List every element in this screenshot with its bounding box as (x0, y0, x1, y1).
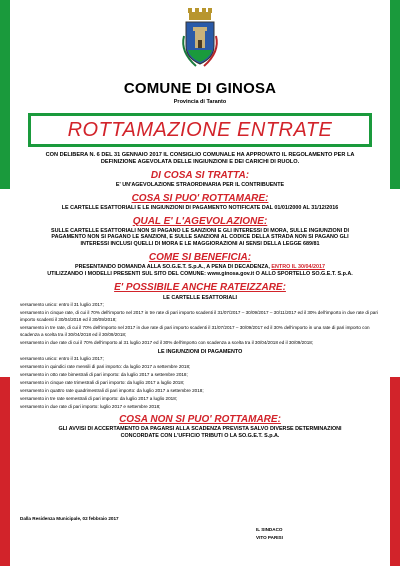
heading-non-si-puo: COSA NON SI PUO' ROTTAMARE: (119, 414, 281, 426)
text-agevolazione: SULLE CARTELLE ESATTORIALI NON SI PAGANO LE SANZIONI E GLI INTERESSI DI MORA, SULLE INGIUNZIONI DI PAGAMENTO NON SI PAGANO LE SANZIONI, E SULLE SANZIONI AL CODICE DELLA STRADA NON SI PAGANO GLI INTERESSI INCLUSI QUELLI DI MORA E LE MAGGIORAZIONI AI SENSI DELLA LEGGE 689/81 (51, 227, 349, 248)
main-title: ROTTAMAZIONE ENTRATE (67, 118, 333, 141)
list-item: versamento unico: entro il 31 luglio 2017; (20, 356, 104, 362)
list-item: versamento in quindici rate mensili di pari importo: da luglio 2017 a settembre 2018; (20, 364, 191, 370)
provincia-name: Provincia di Taranto (173, 99, 227, 105)
footer-date: Dalla Residenza Municipale, 02 febbraio 2017 (20, 516, 119, 521)
list-item: versamento in cinque rate, di cui il 70% dell'importo nel 2017 in tre rate di pari importo scadenti il 31/07/2017 – 30/09/2017 – 30/11/2017 ed il 30% dell'importo in due rate di pari importo scadenti il 30/04/2018 ed il 30/09/2018; (20, 310, 378, 322)
comune-name: COMUNE DI GINOSA (123, 80, 277, 97)
heading-beneficia: COME SI BENEFICIA: (148, 251, 252, 263)
subheading-ingiunzioni: LE INGIUNZIONI DI PAGAMENTO (157, 349, 243, 356)
heading-agevolazione: QUAL E' L'AGEVOLAZIONE: (132, 215, 268, 227)
subheading-cartelle: LE CARTELLE ESATTORIALI (162, 294, 238, 301)
right-flag-stripe (390, 0, 400, 566)
list-item: versamento in due rate di cui il 70% dell'importo al 31 luglio 2017 ed il 30% dell'importo con scadenza a scelta tra il 30/04/2018 ed il 30/09/2018; (20, 340, 314, 346)
text-cosa-si-puo: LE CARTELLE ESATTORIALI E LE INGIUNZIONI DI PAGAMENTO NOTIFICATE DAL 01/01/2000 AL 31/12/2016 (61, 204, 339, 211)
deadline: ENTRO IL 30/04/2017 (271, 263, 325, 270)
list-item: versamento in due rate di pari importo: luglio 2017 e settembre 2018; (20, 404, 161, 410)
list-item: versamento in cinque rate trimestrali di pari importo: da luglio 2017 a luglio 2018; (20, 380, 185, 386)
text-cosa-si-tratta: E' UN'AGEVOLAZIONE STRAORDINARIA PER IL CONTRIBUENTE (115, 182, 285, 188)
intro-text: CON DELIBERA N. 6 DEL 31 GENNAIO 2017 IL CONSIGLIO COMUNALE HA APPROVATO IL REGOLAMENTO PER LA DEFINIZIONE AGEVOLATA DELLE INGIUNZIONI E DEI CARICHI DI RUOLO. (45, 152, 355, 165)
left-flag-stripe (0, 0, 10, 566)
list-item: versamento in quattro rate quadrimestrali di pari importo: da luglio 2017 a settembre 2018; (20, 388, 204, 394)
heading-cosa-si-tratta: DI COSA SI TRATTA: (150, 170, 250, 181)
list-item: versamento unico: entro il 31 luglio 2017; (20, 301, 104, 307)
title-box (28, 113, 372, 147)
heading-cosa-si-puo: COSA SI PUO' ROTTAMARE: (131, 192, 269, 204)
list-item: versamento in tre rate semestrali di pari importo: da luglio 2017 a luglio 2018; (20, 396, 178, 402)
list-item: versamento in otto rate bimestrali di pari importo: da luglio 2017 a settembre 2018; (20, 372, 188, 378)
list-ingiunzioni (18, 356, 382, 410)
list-item: versamento in tre rate, di cui il 70% dell'importo nel 2017 in due rate di pari importo scadenti il 31/07/2017 – 30/09/2017 ed il 30% dell'importo in una rate di pari importo con scadenza a scelta tra il 30/04/2018 ed il 30/09/2018; (20, 325, 370, 337)
coat-of-arms-icon (176, 6, 224, 70)
text-beneficia: PRESENTANDO DOMANDA ALLA SO.G.E.T. S.p.A., A PENA DI DECADENZA, ENTRO IL 30/04/2017 UTILIZZANDO I MODELLI PRESENTI SUL SITO DEL COMUNE: www.ginosa.gov.it O ALLO SPORTELLO SO.G.E.T. S.p.A. (47, 263, 353, 277)
text-non-si-puo: GLI AVVISI DI ACCERTAMENTO DA PAGARSI ALLA SCADENZA PREVISTA SALVO DIVERSE DETERMINAZIONI CONCORDATE CON L'UFFICIO TRIBUTI O LA SO.G.E.T. S.p.A. (58, 426, 342, 440)
heading-rateizzare: E' POSSIBILE ANCHE RATEIZZARE: (114, 281, 286, 293)
list-cartelle (18, 302, 382, 347)
signature-block: IL SINDACO VITO PARISI (256, 527, 283, 540)
poster-content (18, 6, 382, 562)
